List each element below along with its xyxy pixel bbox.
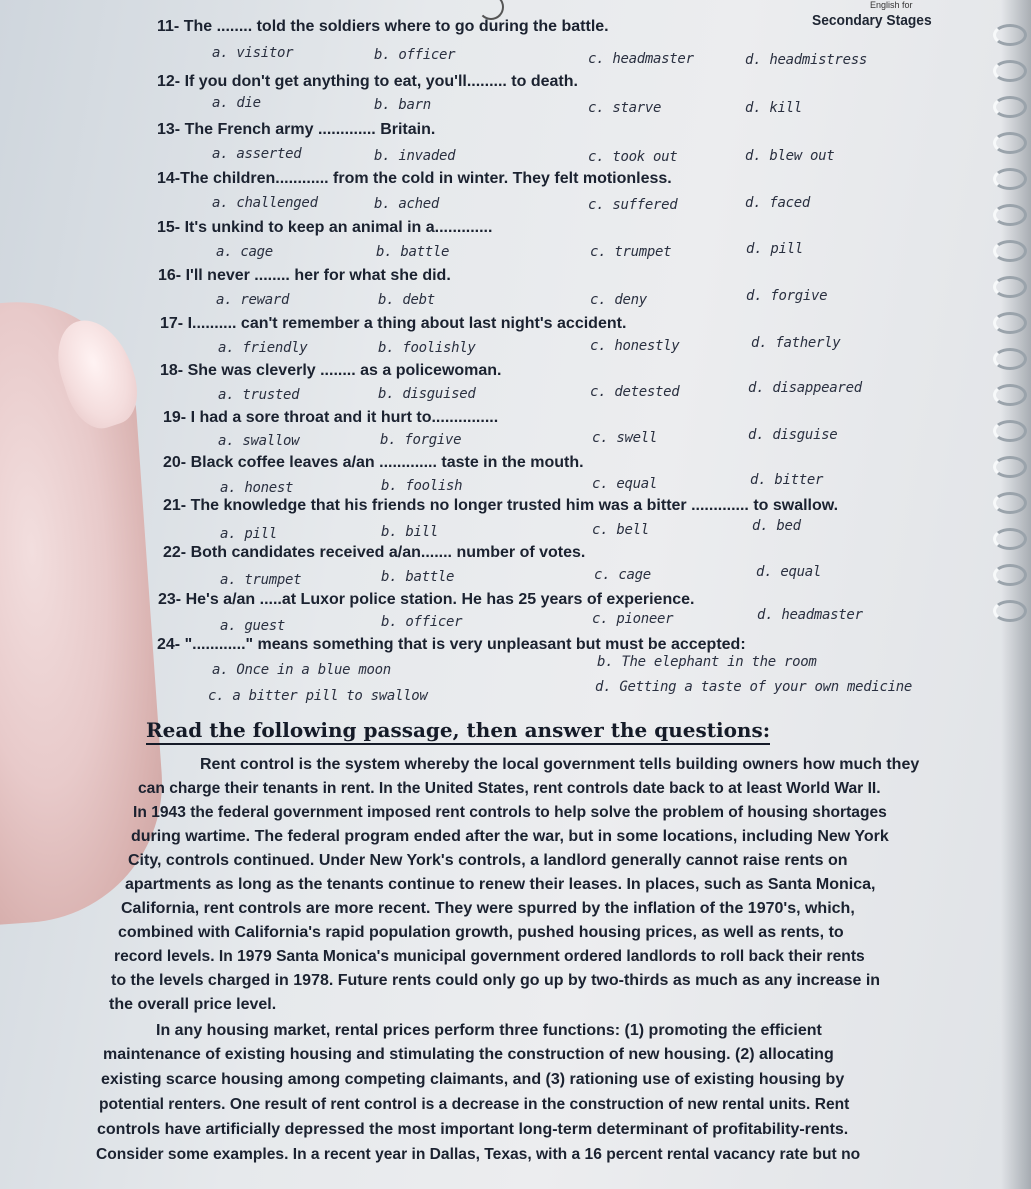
option-a[interactable]	[216, 244, 273, 260]
question-17	[160, 315, 626, 333]
option-letter: a.	[220, 618, 237, 634]
passage-line: apartments as long as the tenants continue to renew their leases. In places, such as Santa Monica,	[125, 876, 876, 893]
option-text: deny	[614, 292, 647, 308]
option-d[interactable]	[745, 148, 834, 164]
option-c[interactable]	[592, 611, 673, 627]
question-20	[163, 454, 584, 472]
option-text: disappeared	[772, 380, 862, 396]
option-letter: d.	[745, 52, 762, 68]
option-letter: a.	[216, 244, 233, 260]
option-c[interactable]	[592, 476, 657, 492]
option-text: asserted	[236, 146, 302, 162]
option-text: headmaster	[612, 51, 694, 67]
option-text: trumpet	[244, 572, 302, 588]
option-b[interactable]	[380, 432, 461, 448]
option-text: challenged	[236, 195, 318, 211]
option-letter: b.	[376, 244, 393, 260]
option-letter: c.	[590, 292, 607, 308]
option-text: reward	[240, 292, 290, 308]
option-c[interactable]	[592, 430, 657, 446]
option-letter: d.	[751, 335, 768, 351]
passage-line: California, rent controls are more recent. They were spurred by the inflation of the 1970's, which,	[121, 900, 855, 917]
option-d[interactable]	[751, 335, 840, 351]
option-d[interactable]	[748, 380, 862, 396]
option-d[interactable]	[752, 518, 801, 534]
option-text: trumpet	[614, 244, 672, 260]
option-text: fatherly	[775, 335, 841, 351]
question-text: I.......... can't remember a thing about last night's accident.	[187, 315, 627, 332]
option-b[interactable]	[378, 292, 435, 308]
option-letter: a.	[212, 662, 229, 678]
option-text: trusted	[242, 387, 300, 403]
option-a[interactable]	[220, 572, 301, 588]
binding-ring-icon	[993, 564, 1027, 586]
binding-ring-icon	[993, 420, 1027, 442]
binding-ring-icon	[993, 384, 1027, 406]
option-text: battle	[400, 244, 450, 260]
option-text: forgive	[404, 432, 462, 448]
question-number: 20-	[163, 454, 187, 471]
option-letter: c.	[588, 197, 605, 213]
option-text: guest	[244, 618, 286, 634]
question-number: 24-	[157, 636, 181, 653]
option-letter: d.	[757, 607, 774, 623]
question-11	[157, 18, 609, 36]
question-text: If you don't get anything to eat, you'll......... to death.	[184, 73, 578, 90]
option-a[interactable]	[212, 45, 293, 61]
option-c[interactable]	[588, 100, 661, 116]
option-b[interactable]	[381, 478, 462, 494]
binding-ring-icon	[993, 600, 1027, 622]
passage-line: In 1943 the federal government imposed rent controls to help solve the problem of housing shortages	[133, 804, 887, 821]
option-b[interactable]	[374, 47, 455, 63]
question-16	[158, 267, 451, 285]
passage-line: In any housing market, rental prices perform three functions: (1) promoting the efficient	[156, 1022, 822, 1039]
option-text: barn	[398, 97, 431, 113]
option-b[interactable]	[381, 524, 438, 540]
option-text: pill	[244, 526, 277, 542]
option-d[interactable]	[745, 195, 810, 211]
option-letter: b.	[380, 432, 397, 448]
option-text: swell	[616, 430, 658, 446]
question-text: Black coffee leaves a/an ............. taste in the mouth.	[190, 454, 584, 471]
option-text: equal	[616, 476, 658, 492]
question-text: Both candidates received a/an....... number of votes.	[190, 544, 586, 561]
passage-line: Consider some examples. In a recent year in Dallas, Texas, with a 16 percent rental vacancy rate but no	[96, 1146, 861, 1163]
passage-line: record levels. In 1979 Santa Monica's municipal government ordered landlords to roll back their rents	[114, 948, 865, 965]
option-c[interactable]	[590, 292, 647, 308]
option-d[interactable]	[757, 607, 863, 623]
binding-ring-icon	[993, 312, 1027, 334]
option-text: disguised	[402, 386, 476, 402]
question-19	[163, 409, 498, 427]
passage-line: City, controls continued. Under New York's controls, a landlord generally cannot raise rents on	[128, 852, 848, 869]
question-18	[160, 362, 502, 380]
option-d[interactable]	[750, 472, 823, 488]
binding-ring-icon	[993, 204, 1027, 226]
passage-line: maintenance of existing housing and stimulating the construction of new housing. (2) allocating	[103, 1046, 834, 1063]
option-letter: b.	[374, 47, 391, 63]
binding-ring-icon	[993, 168, 1027, 190]
question-14	[157, 170, 672, 188]
option-b[interactable]	[381, 614, 462, 630]
option-letter: a.	[212, 195, 229, 211]
pen-mark-icon	[478, 0, 504, 20]
binding-ring-icon	[993, 456, 1027, 478]
question-text: I'll never ........ her for what she did.	[185, 267, 451, 284]
binding-ring-icon	[993, 528, 1027, 550]
option-text: disguise	[772, 427, 838, 443]
option-letter: a.	[216, 292, 233, 308]
option-b[interactable]	[374, 196, 439, 212]
question-text: It's unkind to keep an animal in a.............	[184, 219, 493, 236]
question-number: 19-	[163, 409, 187, 426]
question-text: He's a/an .....at Luxor police station. He has 25 years of experience.	[185, 591, 695, 608]
passage-heading: Read the following passage, then answer the questions:	[146, 718, 770, 745]
option-text: cage	[618, 567, 651, 583]
question-text: The knowledge that his friends no longer trusted him was a bitter ............. to swallow.	[190, 497, 839, 514]
option-letter: b.	[374, 196, 391, 212]
option-a[interactable]	[212, 662, 391, 678]
question-number: 13-	[157, 121, 181, 138]
option-b[interactable]	[381, 569, 454, 585]
option-letter: d.	[752, 518, 769, 534]
option-c[interactable]	[588, 51, 694, 67]
option-text: visitor	[236, 45, 294, 61]
option-text: forgive	[770, 288, 828, 304]
option-text: blew out	[769, 148, 835, 164]
spiral-binding	[989, 10, 1031, 650]
option-b[interactable]	[378, 340, 476, 356]
option-text: a bitter pill to swallow	[232, 688, 428, 704]
option-letter: d.	[745, 195, 762, 211]
passage-line: during wartime. The federal program ended after the war, but in some locations, including New York	[131, 828, 889, 845]
option-letter: a.	[212, 45, 229, 61]
option-letter: c.	[592, 430, 609, 446]
option-letter: d.	[750, 472, 767, 488]
option-c[interactable]	[592, 522, 649, 538]
option-text: swallow	[242, 433, 300, 449]
option-d[interactable]	[748, 427, 837, 443]
option-letter: c.	[590, 338, 607, 354]
option-letter: b.	[374, 97, 391, 113]
option-a[interactable]	[220, 618, 285, 634]
option-letter: d.	[745, 100, 762, 116]
question-number: 14-	[157, 170, 181, 187]
passage-line: can charge their tenants in rent. In the United States, rent controls date back to at least World War II.	[138, 780, 881, 797]
option-a[interactable]	[212, 146, 301, 162]
option-text: honest	[244, 480, 294, 496]
option-letter: a.	[220, 572, 237, 588]
option-letter: d.	[748, 427, 765, 443]
option-letter: a.	[218, 387, 235, 403]
option-text: bell	[616, 522, 649, 538]
option-letter: d.	[746, 288, 763, 304]
option-c[interactable]	[590, 384, 679, 400]
option-text: equal	[780, 564, 822, 580]
option-letter: c.	[590, 244, 607, 260]
question-number: 12-	[157, 73, 181, 90]
option-letter: c.	[592, 522, 609, 538]
option-d[interactable]	[745, 100, 802, 116]
question-number: 16-	[158, 267, 182, 284]
option-letter: a.	[212, 95, 229, 111]
option-d[interactable]	[595, 679, 912, 695]
option-c[interactable]	[594, 567, 651, 583]
binding-ring-icon	[993, 132, 1027, 154]
question-21	[163, 497, 838, 515]
option-letter: c.	[588, 51, 605, 67]
option-text: officer	[405, 614, 463, 630]
option-letter: a.	[220, 480, 237, 496]
question-number: 17-	[160, 315, 184, 332]
question-13	[157, 121, 435, 139]
option-d[interactable]	[745, 52, 867, 68]
option-text: die	[236, 95, 261, 111]
question-24	[157, 636, 746, 654]
option-letter: d.	[746, 241, 763, 257]
question-number: 15-	[157, 219, 181, 236]
option-text: cage	[240, 244, 273, 260]
passage-line: combined with California's rapid population growth, pushed housing prices, as well as rents, to	[118, 924, 844, 941]
option-text: officer	[398, 47, 456, 63]
option-letter: c.	[208, 688, 225, 704]
binding-ring-icon	[993, 96, 1027, 118]
option-text: kill	[769, 100, 802, 116]
option-text: foolishly	[402, 340, 476, 356]
question-text: The ........ told the soldiers where to go during the battle.	[183, 18, 609, 35]
binding-ring-icon	[993, 240, 1027, 262]
option-d[interactable]	[746, 241, 803, 257]
question-number: 23-	[158, 591, 182, 608]
option-text: bed	[776, 518, 801, 534]
option-c[interactable]	[208, 688, 428, 704]
binding-ring-icon	[993, 276, 1027, 298]
option-letter: c.	[588, 149, 605, 165]
option-b[interactable]	[376, 244, 449, 260]
option-text: invaded	[398, 148, 456, 164]
question-number: 11-	[157, 18, 180, 35]
header-stage-title: Secondary Stages	[812, 12, 932, 29]
option-a[interactable]	[220, 480, 293, 496]
option-text: pioneer	[616, 611, 674, 627]
question-12	[157, 73, 578, 91]
option-text: faced	[769, 195, 811, 211]
option-letter: c.	[592, 476, 609, 492]
option-c[interactable]	[590, 244, 671, 260]
option-letter: d.	[748, 380, 765, 396]
option-text: pill	[770, 241, 803, 257]
option-b[interactable]	[597, 654, 817, 670]
binding-ring-icon	[993, 492, 1027, 514]
option-text: took out	[612, 149, 678, 165]
option-text: debt	[402, 292, 435, 308]
question-number: 22-	[163, 544, 187, 561]
question-text: She was cleverly ........ as a policewoman.	[187, 362, 502, 379]
question-text: "............" means something that is very unpleasant but must be accepted:	[184, 636, 746, 653]
option-c[interactable]	[588, 197, 677, 213]
option-letter: b.	[378, 340, 395, 356]
option-d[interactable]	[746, 288, 827, 304]
binding-ring-icon	[993, 348, 1027, 370]
passage-line: to the levels charged in 1978. Future rents could only go up by two-thirds as much as any increase in	[111, 972, 881, 989]
option-text: starve	[612, 100, 662, 116]
option-text: foolish	[405, 478, 463, 494]
option-letter: b.	[381, 614, 398, 630]
option-letter: b.	[378, 292, 395, 308]
option-letter: b.	[378, 386, 395, 402]
option-a[interactable]	[218, 433, 299, 449]
passage-line: existing scarce housing among competing claimants, and (3) rationing use of existing housing by	[101, 1071, 845, 1088]
option-letter: d.	[745, 148, 762, 164]
question-23	[158, 591, 694, 609]
option-letter: c.	[588, 100, 605, 116]
option-letter: a.	[218, 433, 235, 449]
passage-line: potential renters. One result of rent control is a decrease in the construction of new rental units. Rent	[99, 1096, 850, 1113]
option-letter: a.	[218, 340, 235, 356]
option-c[interactable]	[588, 149, 677, 165]
option-text: suffered	[612, 197, 678, 213]
option-text: bitter	[774, 472, 824, 488]
option-letter: c.	[594, 567, 611, 583]
passage-line: the overall price level.	[109, 996, 277, 1013]
option-letter: a.	[220, 526, 237, 542]
option-c[interactable]	[590, 338, 679, 354]
option-text: Once in a blue moon	[236, 662, 391, 678]
option-b[interactable]	[378, 386, 476, 402]
question-text: The children............ from the cold in winter. They felt motionless.	[180, 170, 672, 187]
option-b[interactable]	[374, 97, 431, 113]
option-b[interactable]	[374, 148, 455, 164]
question-number: 18-	[160, 362, 184, 379]
option-text: headmistress	[769, 52, 867, 68]
option-a[interactable]	[216, 292, 289, 308]
passage-line: controls have artificially depressed the most important long-term determinant of profitability-rents.	[97, 1121, 849, 1138]
header-subject-label: English for	[870, 0, 913, 10]
option-letter: b.	[381, 524, 398, 540]
option-a[interactable]	[220, 526, 277, 542]
option-letter: b.	[374, 148, 391, 164]
binding-ring-icon	[993, 24, 1027, 46]
passage-line: Rent control is the system whereby the local government tells building owners how much they	[200, 756, 920, 773]
option-letter: d.	[756, 564, 773, 580]
option-a[interactable]	[212, 195, 318, 211]
option-a[interactable]	[218, 340, 307, 356]
question-22	[163, 544, 585, 562]
option-letter: c.	[592, 611, 609, 627]
option-letter: a.	[212, 146, 229, 162]
option-letter: d.	[595, 679, 612, 695]
question-text: I had a sore throat and it hurt to...............	[190, 409, 499, 426]
option-letter: c.	[590, 384, 607, 400]
option-text: ached	[398, 196, 440, 212]
option-text: Getting a taste of your own medicine	[619, 679, 913, 695]
question-text: The French army ............. Britain.	[184, 121, 436, 138]
option-letter: b.	[381, 569, 398, 585]
option-text: battle	[405, 569, 455, 585]
option-d[interactable]	[756, 564, 821, 580]
option-text: friendly	[242, 340, 308, 356]
option-a[interactable]	[212, 95, 261, 111]
option-letter: b.	[381, 478, 398, 494]
question-15	[157, 219, 492, 237]
option-text: The elephant in the room	[621, 654, 817, 670]
option-a[interactable]	[218, 387, 299, 403]
option-text: bill	[405, 524, 438, 540]
binding-ring-icon	[993, 60, 1027, 82]
option-letter: b.	[597, 654, 614, 670]
option-text: honestly	[614, 338, 680, 354]
option-text: headmaster	[781, 607, 863, 623]
option-text: detested	[614, 384, 680, 400]
question-number: 21-	[163, 497, 187, 514]
